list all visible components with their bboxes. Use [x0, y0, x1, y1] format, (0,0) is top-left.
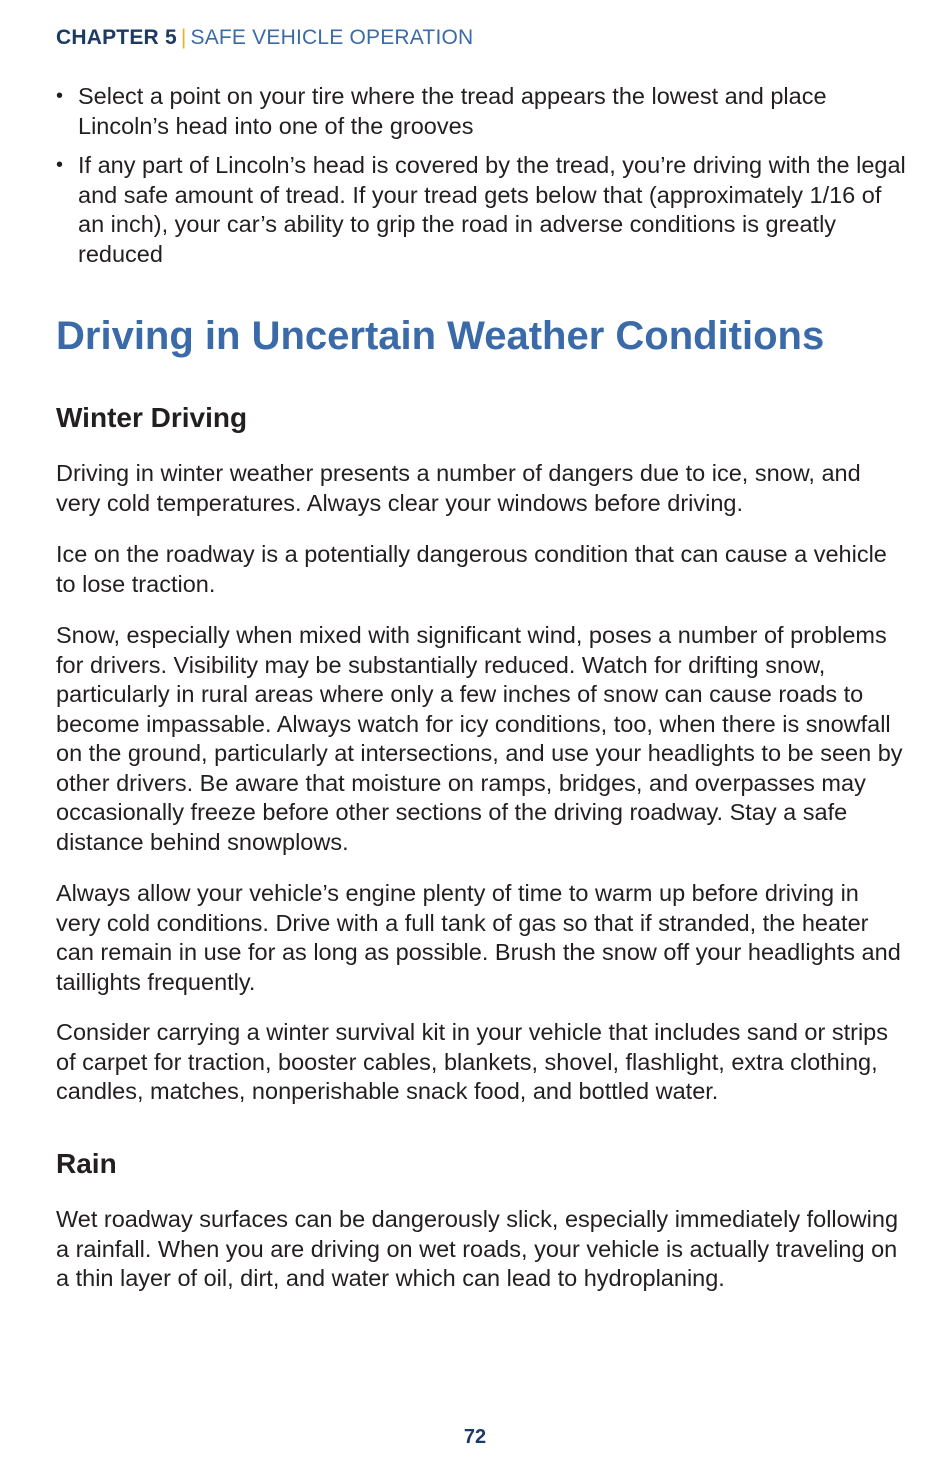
page-number: 72 — [463, 1426, 487, 1448]
list-item-text: Select a point on your tire where the tread appears the lowest and place Lincoln’s head into one of the grooves — [78, 83, 827, 139]
list-item-text: If any part of Lincoln’s head is covered by the tread, you’re driving with the legal and safe amount of tread. If your tread gets below that (approximately 1/16 of an inch), your car’s ability to grip the road in adverse conditions is greatly reduced — [78, 152, 906, 267]
list-item — [56, 151, 906, 269]
winter-paragraph-3: Snow, especially when mixed with significant wind, poses a number of problems for drivers. Visibility may be substantially reduced. Watch for drifting snow, particularly in rural areas where only a few inches of snow can cause roads to become impassable. Always watch for icy conditions, too, when there is snowfall on the ground, particularly at intersections, and use your headlights to be seen by other drivers. Be aware that moisture on ramps, bridges, and overpasses may occasionally freeze before other sections of the driving roadway. Stay a safe distance behind snowplows. — [56, 622, 903, 855]
bullet-icon: • — [56, 154, 64, 176]
header-separator: | — [180, 26, 187, 49]
section-heading: Driving in Uncertain Weather Conditions — [56, 314, 825, 358]
rain-paragraph-1: Wet roadway surfaces can be dangerously slick, especially immediately following a rainfall. When you are driving on wet roads, your vehicle is actually traveling on a thin layer of oil, dirt, and water which can lead to hydroplaning. — [56, 1206, 899, 1291]
running-header — [56, 26, 473, 50]
rain-heading: Rain — [56, 1148, 117, 1179]
winter-paragraph-4: Always allow your vehicle’s engine plenty of time to warm up before driving in very cold conditions. Drive with a full tank of gas so that if stranded, the heater can remain in use for as long as possible. Brush the snow off your headlights and taillights frequently. — [56, 880, 901, 995]
winter-paragraph-1: Driving in winter weather presents a number of dangers due to ice, snow, and very cold temperatures. Always clear your windows before driving. — [56, 460, 861, 516]
winter-driving-heading: Winter Driving — [56, 402, 248, 433]
tread-check-list — [56, 82, 906, 279]
list-item — [56, 82, 906, 141]
winter-paragraph-2: Ice on the roadway is a potentially dangerous condition that can cause a vehicle to lose traction. — [56, 541, 887, 597]
section-title: SAFE VEHICLE OPERATION — [190, 26, 474, 49]
winter-paragraph-5: Consider carrying a winter survival kit in your vehicle that includes sand or strips of carpet for traction, booster cables, blankets, shovel, flashlight, extra clothing, candles, matches, nonperishable snack food, and bottled water. — [56, 1019, 888, 1104]
chapter-label: CHAPTER 5 — [56, 26, 177, 49]
bullet-icon: • — [56, 85, 64, 107]
